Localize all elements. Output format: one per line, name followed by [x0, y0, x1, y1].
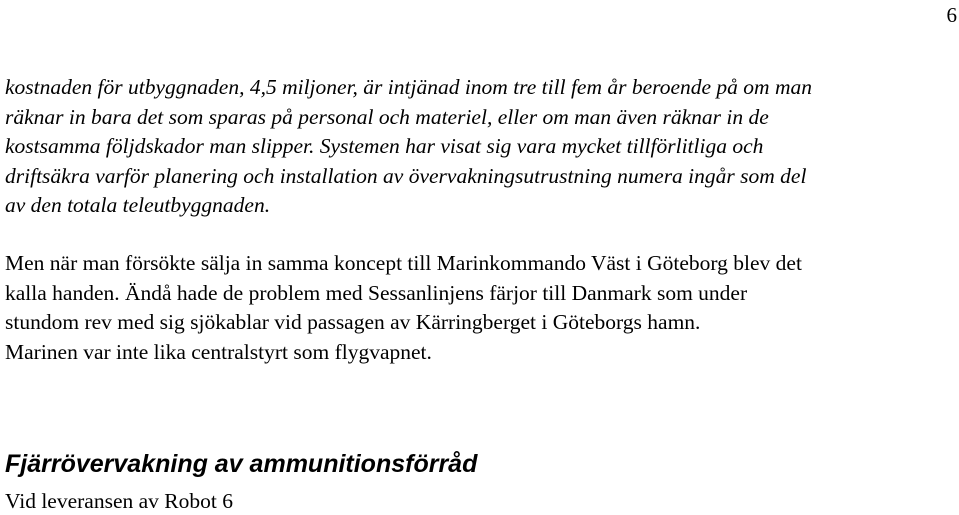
- text-line: Men när man försökte sälja in samma koncept till Marinkommando Väst i Göteborg blev det: [5, 251, 802, 275]
- text-line: räknar in bara det som sparas på personal och materiel, eller om man även räknar in de: [5, 104, 769, 129]
- section-heading: Fjärrövervakning av ammunitionsförråd: [5, 450, 478, 478]
- text-line: kostsamma följdskador man slipper. Systemen har visat sig vara mycket tillförlitliga och: [5, 134, 764, 158]
- text-line: kostnaden för utbyggnaden, 4,5 miljoner, är intjänad inom tre till fem år beroende på om man: [5, 75, 812, 99]
- page-number: 6: [946, 3, 957, 27]
- text-line: av den totala teleutbyggnaden.: [5, 193, 271, 217]
- text-line: stundom rev med sig sjökablar vid passagen av Kärringberget i Göteborgs hamn.: [5, 310, 701, 334]
- italic-paragraph: [5, 73, 957, 221]
- section-subline: Vid leveransen av Robot 6: [5, 489, 233, 513]
- text-line: driftsäkra varför planering och installation av övervakningsutrustning numera ingår som del: [5, 163, 807, 188]
- body-paragraph: [5, 249, 957, 367]
- text-line: Marinen var inte lika centralstyrt som flygvapnet.: [5, 339, 432, 364]
- text-line: kalla handen. Ändå hade de problem med Sessanlinjens färjor till Danmark som under: [5, 280, 748, 305]
